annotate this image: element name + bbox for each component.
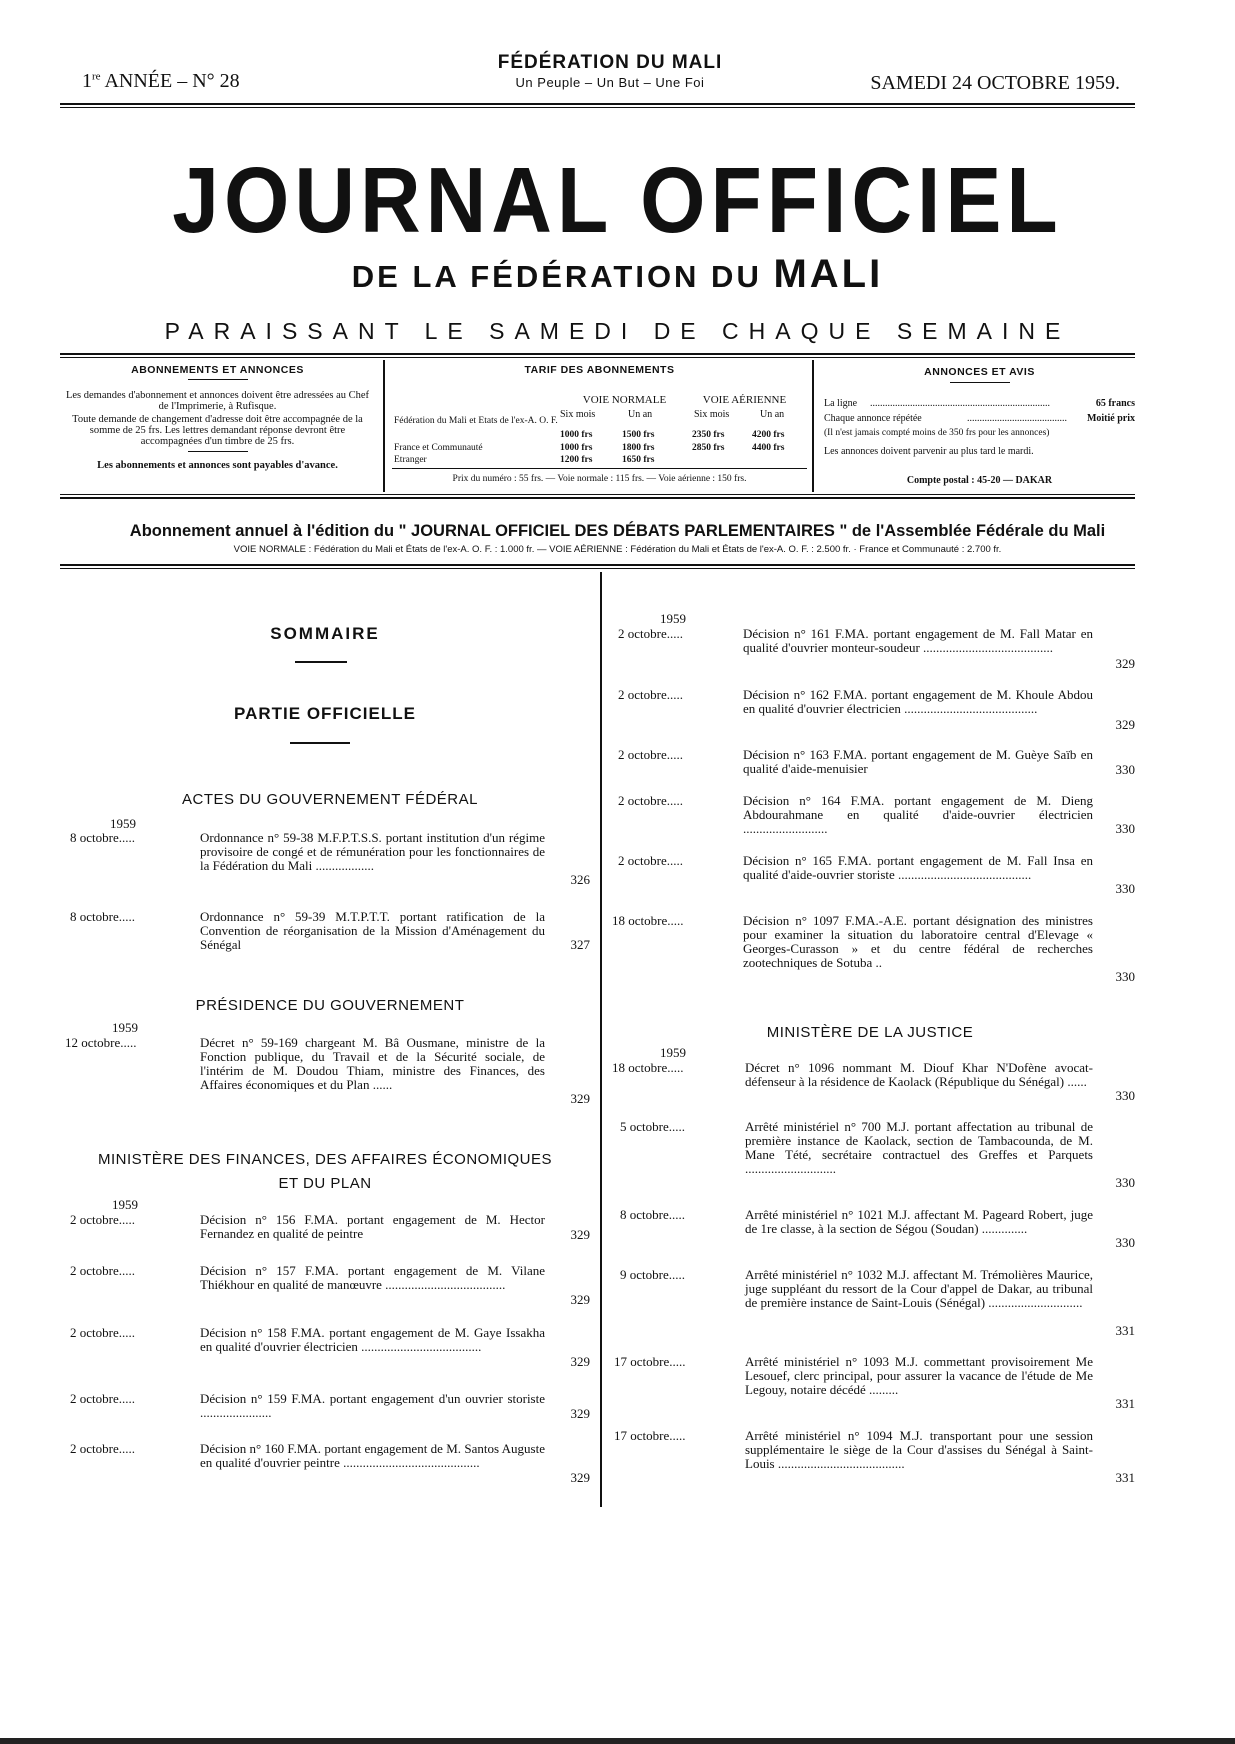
un-an-aerienne: Un an — [760, 409, 785, 420]
year-label: 1959 — [660, 611, 686, 626]
list-item — [70, 1326, 595, 1370]
header-rule — [60, 103, 1135, 105]
tarif-cell: 1000 frs — [560, 430, 593, 440]
federation-motto: Un Peuple – Un But – Une Foi — [515, 75, 705, 90]
entry-date: 18 octobre..... — [612, 913, 684, 928]
list-item — [618, 688, 1140, 732]
journal-subtitle: DE LA FÉDÉRATION DU MALI — [351, 252, 884, 296]
entry-text: Décision n° 165 F.MA. portant engagement de M. Fall Insa en qualité d'aide-ouvrier storiste ......................................... — [743, 853, 1093, 882]
min-note: (Il n'est jamais compté moins de 350 frs pour les annonces) — [824, 428, 1050, 438]
annonces-heading: ANNONCES ET AVIS — [924, 366, 1035, 378]
entry-page: 327 — [570, 937, 590, 952]
entry-text: Arrêté ministériel n° 1094 M.J. transportant pour une session supplémentaire le siège de la Cour d'assises du Sénégal à Saint-Louis ....................................... — [745, 1428, 1093, 1471]
annonces-box — [822, 360, 1137, 490]
entry-text: Ordonnance n° 59-38 M.F.P.T.S.S. portant institution d'un régime provisoire de congé et de rémunération pour les fonctionnaires de la Fédération du Mali .................. — [200, 830, 545, 873]
entry-page: 329 — [570, 1292, 590, 1307]
entry-text: Décision n° 161 F.MA. portant engagement de M. Fall Matar en qualité d'ouvrier monteur-soudeur ........................................ — [743, 626, 1093, 655]
tarif-cell: 2350 frs — [692, 430, 725, 440]
list-item — [618, 627, 1140, 671]
entry-page: 330 — [1115, 1235, 1135, 1250]
partie-officielle-title: PARTIE OFFICIELLE — [234, 704, 416, 723]
divider — [295, 661, 347, 663]
entry-date: 2 octobre..... — [618, 793, 683, 808]
entry-page: 330 — [1115, 1088, 1135, 1103]
section-justice: MINISTÈRE DE LA JUSTICE — [766, 1024, 974, 1041]
scan-bottom-edge — [0, 1738, 1235, 1744]
content-top-rule-thin — [60, 568, 1135, 569]
entry-date: 8 octobre..... — [70, 909, 135, 924]
tarif-box — [392, 360, 807, 490]
entry-page: 329 — [1115, 717, 1135, 732]
year-label: 1959 — [112, 1020, 138, 1035]
compte-postal: Compte postal : 45-20 — DAKAR — [906, 475, 1053, 486]
section-presidence: PRÉSIDENCE DU GOUVERNEMENT — [195, 997, 465, 1014]
entry-text: Décret n° 59-169 chargeant M. Bâ Ousmane, ministre de la Fonction publique, du Travail et de la Sécurité sociale, de l'intérim de M. Doudou Thiam, ministre des Finances, des Affaires économiques et du Plan ...... — [200, 1035, 545, 1092]
list-item — [70, 1264, 595, 1308]
entry-page: 329 — [1115, 656, 1135, 671]
entry-text: Décision n° 162 F.MA. portant engagement de M. Khoule Abdou en qualité d'ouvrier électricien ......................................... — [743, 687, 1093, 716]
entry-text: Arrêté ministériel n° 1093 M.J. commettant provisoirement Me Lesouef, clerc principal, pour assurer la vacance de l'étude de Me Legouy, notaire décédé ......... — [745, 1354, 1093, 1397]
repetee-value: Moitié prix — [1086, 413, 1135, 424]
entry-text: Décision n° 163 F.MA. portant engagement de M. Guèye Saïb en qualité d'aide-menuisier — [743, 747, 1093, 776]
boxes-top-rule-thin — [60, 357, 1135, 358]
entry-page: 330 — [1115, 821, 1135, 836]
entry-text: Décision n° 1097 F.MA.-A.E. portant désignation des ministres pour examiner la situation du laboratoire central d'Elevage « Georges-Curasson » et du centre fédéral de recherches zootechniques de Sotuba .. — [743, 913, 1093, 970]
entry-page: 331 — [1115, 1323, 1135, 1338]
debats-subscription: Abonnement annuel à l'édition du " JOURNAL OFFICIEL DES DÉBATS PARLEMENTAIRES " de l'Assemblée Fédérale du Mali — [129, 522, 1106, 540]
year-label: 1959 — [112, 1197, 138, 1212]
list-item — [70, 910, 595, 954]
list-item — [620, 1208, 1140, 1252]
divider — [950, 382, 1010, 383]
box-separator — [812, 360, 814, 492]
entry-date: 2 octobre..... — [618, 853, 683, 868]
boxes-top-rule — [60, 353, 1135, 355]
entry-page: 330 — [1115, 1175, 1135, 1190]
entry-page: 326 — [570, 872, 590, 887]
list-item — [612, 1061, 1140, 1105]
divider — [392, 468, 807, 469]
tarif-cell: 4200 frs — [752, 430, 785, 440]
issue-date: SAMEDI 24 OCTOBRE 1959. — [870, 72, 1120, 94]
six-mois-normale: Six mois — [560, 409, 596, 420]
entry-text: Décret n° 1096 nommant M. Diouf Khar N'Dofène avocat-défenseur à la résidence de Kaolack (République du Sénégal) ...... — [745, 1060, 1093, 1089]
entry-page: 329 — [570, 1227, 590, 1242]
entry-text: Décision n° 156 F.MA. portant engagement de M. Hector Fernandez en qualité de peintre — [200, 1212, 545, 1241]
entry-text: Arrêté ministériel n° 1032 M.J. affectant M. Trémolières Maurice, juge suppléant du ressort de la Cour d'appel de Dakar, au tribunal de première instance de Saint-Louis (Sénégal) ............................. — [745, 1267, 1093, 1310]
entry-text: Arrêté ministériel n° 700 M.J. portant affectation au tribunal de première instance de Kaolack, section de Tambacounda, de M. Mane Tété, secrétaire contractuel des Greffes et Parquets ............................ — [745, 1119, 1093, 1176]
boxes-bottom-rule — [60, 494, 1135, 495]
tarif-row-label: Etranger — [394, 455, 427, 465]
entry-date: 12 octobre..... — [65, 1035, 137, 1050]
content-top-rule — [60, 564, 1135, 566]
abonnements-p3: Les abonnements et annonces sont payables d'avance. — [97, 460, 338, 471]
column-separator — [600, 572, 602, 1507]
six-mois-aerienne: Six mois — [694, 409, 730, 420]
list-item — [620, 1120, 1140, 1192]
prix-numero: Prix du numéro : 55 frs. — Voie normale : 115 frs. — Voie aérienne : 150 frs. — [452, 474, 747, 484]
abonnements-heading: ABONNEMENTS ET ANNONCES — [131, 364, 304, 376]
entry-page: 329 — [570, 1406, 590, 1421]
entry-page: 329 — [570, 1470, 590, 1485]
list-item — [70, 831, 595, 889]
section-finances-cont: ET DU PLAN — [278, 1175, 372, 1192]
boxes-bottom-rule-thick — [60, 497, 1135, 499]
list-item — [618, 794, 1140, 838]
tarif-row-label: Fédération du Mali et Etats de l'ex-A. O. F. — [394, 416, 558, 426]
entry-date: 17 octobre..... — [614, 1354, 686, 1369]
federation-header — [400, 52, 820, 90]
entry-text: Décision n° 164 F.MA. portant engagement de M. Dieng Abdourahmane en qualité d'aide-ouvrier électricien .......................... — [743, 793, 1093, 836]
entry-page: 330 — [1115, 881, 1135, 896]
entry-page: 331 — [1115, 1396, 1135, 1411]
voie-normale: VOIE NORMALE — [582, 394, 667, 406]
list-item — [70, 1442, 595, 1486]
ligne-label: La ligne — [824, 398, 858, 409]
list-item — [612, 914, 1140, 986]
tarif-cell: 1200 frs — [560, 455, 593, 465]
entry-date: 2 octobre..... — [618, 626, 683, 641]
entry-date: 2 octobre..... — [70, 1325, 135, 1340]
entry-page: 331 — [1115, 1470, 1135, 1485]
entry-date: 2 octobre..... — [618, 747, 683, 762]
abonnements-p2: Toute demande de changement d'adresse doit être accompagnée de la somme de 25 frs. Les lettres demandant réponse devront être accompagnées d'un timbre de 25 frs. — [72, 414, 363, 447]
list-item — [70, 1213, 595, 1243]
voie-aerienne: VOIE AÉRIENNE — [702, 394, 787, 406]
section-finances: MINISTÈRE DES FINANCES, DES AFFAIRES ÉCONOMIQUES — [97, 1151, 553, 1168]
entry-text: Arrêté ministériel n° 1021 M.J. affectant M. Pageard Robert, juge de 1re classe, à la section de Ségou (Soudan) .............. — [745, 1207, 1093, 1236]
section-actes: ACTES DU GOUVERNEMENT FÉDÉRAL — [182, 791, 478, 808]
list-item — [618, 748, 1140, 778]
issue-number: 1re ANNÉE – N° 28 — [82, 70, 240, 92]
entry-page: 330 — [1115, 762, 1135, 777]
divider — [188, 451, 248, 452]
year-label: 1959 — [110, 816, 136, 831]
entry-date: 8 octobre..... — [70, 830, 135, 845]
delai: Les annonces doivent parvenir au plus tard le mardi. — [824, 446, 1034, 457]
entry-text: Ordonnance n° 59-39 M.T.P.T.T. portant ratification de la Convention de réorganisation de la Mission d'Aménagement du Sénégal — [200, 909, 545, 952]
abonnements-box — [60, 360, 375, 490]
dot-leader: ........................................ — [967, 413, 1067, 424]
box-separator — [383, 360, 385, 492]
list-item — [618, 854, 1140, 898]
abonnements-p1: Les demandes d'abonnement et annonces doivent être adressées au Chef de l'Imprimerie, à Rufisque. — [65, 390, 370, 412]
entry-text: Décision n° 158 F.MA. portant engagement de M. Gaye Issakha en qualité d'ouvrier électricien ..................................... — [200, 1325, 545, 1354]
entry-text: Décision n° 157 F.MA. portant engagement de M. Vilane Thiékhour en qualité de manœuvre ..................................... — [200, 1263, 545, 1292]
ligne-value: 65 francs — [1095, 398, 1135, 409]
entry-date: 2 octobre..... — [70, 1263, 135, 1278]
entry-page: 329 — [570, 1091, 590, 1106]
tarif-row-label: France et Communauté — [394, 443, 483, 453]
list-item — [614, 1355, 1140, 1413]
federation-name: FÉDÉRATION DU MALI — [497, 52, 723, 73]
publication-frequency: PARAISSANT LE SAMEDI DE CHAQUE SEMAINE — [164, 318, 1071, 344]
list-item — [70, 1392, 595, 1422]
tarif-cell: 4400 frs — [752, 443, 785, 453]
entry-date: 2 octobre..... — [70, 1441, 135, 1456]
dot-leader: ........................................................................ — [870, 398, 1050, 409]
tarif-cell: 2850 frs — [692, 443, 725, 453]
year-label: 1959 — [660, 1045, 686, 1060]
tarif-cell: 1650 frs — [622, 455, 655, 465]
entry-date: 17 octobre..... — [614, 1428, 686, 1443]
tarif-cell: 1800 frs — [622, 443, 655, 453]
journal-title: JOURNAL OFFICIEL — [172, 148, 1063, 252]
sommaire-title: SOMMAIRE — [270, 624, 380, 643]
divider — [290, 742, 350, 744]
tarif-cell: 1000 frs — [560, 443, 593, 453]
entry-page: 330 — [1115, 969, 1135, 984]
entry-text: Décision n° 160 F.MA. portant engagement de M. Santos Auguste en qualité d'ouvrier peintre .......................................... — [200, 1441, 545, 1470]
entry-page: 329 — [570, 1354, 590, 1369]
list-item — [614, 1429, 1140, 1487]
header-rule-thin — [60, 107, 1135, 108]
tarif-heading: TARIF DES ABONNEMENTS — [524, 364, 675, 376]
tarif-cell: 1500 frs — [622, 430, 655, 440]
entry-date: 2 octobre..... — [70, 1212, 135, 1227]
repetee-label: Chaque annonce répétée — [824, 413, 922, 424]
entry-date: 5 octobre..... — [620, 1119, 685, 1134]
divider — [188, 379, 248, 380]
un-an-normale: Un an — [628, 409, 653, 420]
entry-date: 9 octobre..... — [620, 1267, 685, 1282]
entry-date: 8 octobre..... — [620, 1207, 685, 1222]
entry-date: 18 octobre..... — [612, 1060, 684, 1075]
list-item — [620, 1268, 1140, 1340]
entry-text: Décision n° 159 F.MA. portant engagement d'un ouvrier storiste ...................... — [200, 1391, 545, 1420]
entry-date: 2 octobre..... — [618, 687, 683, 702]
debats-subscription-details: VOIE NORMALE : Fédération du Mali et États de l'ex-A. O. F. : 1.000 fr. — VOIE AÉRIENNE : Fédération du Mali et États de l'ex-A. O. F. : 2.500 fr. · France et Communauté : 2.700 fr. — [233, 544, 1002, 555]
list-item — [65, 1036, 595, 1108]
entry-date: 2 octobre..... — [70, 1391, 135, 1406]
